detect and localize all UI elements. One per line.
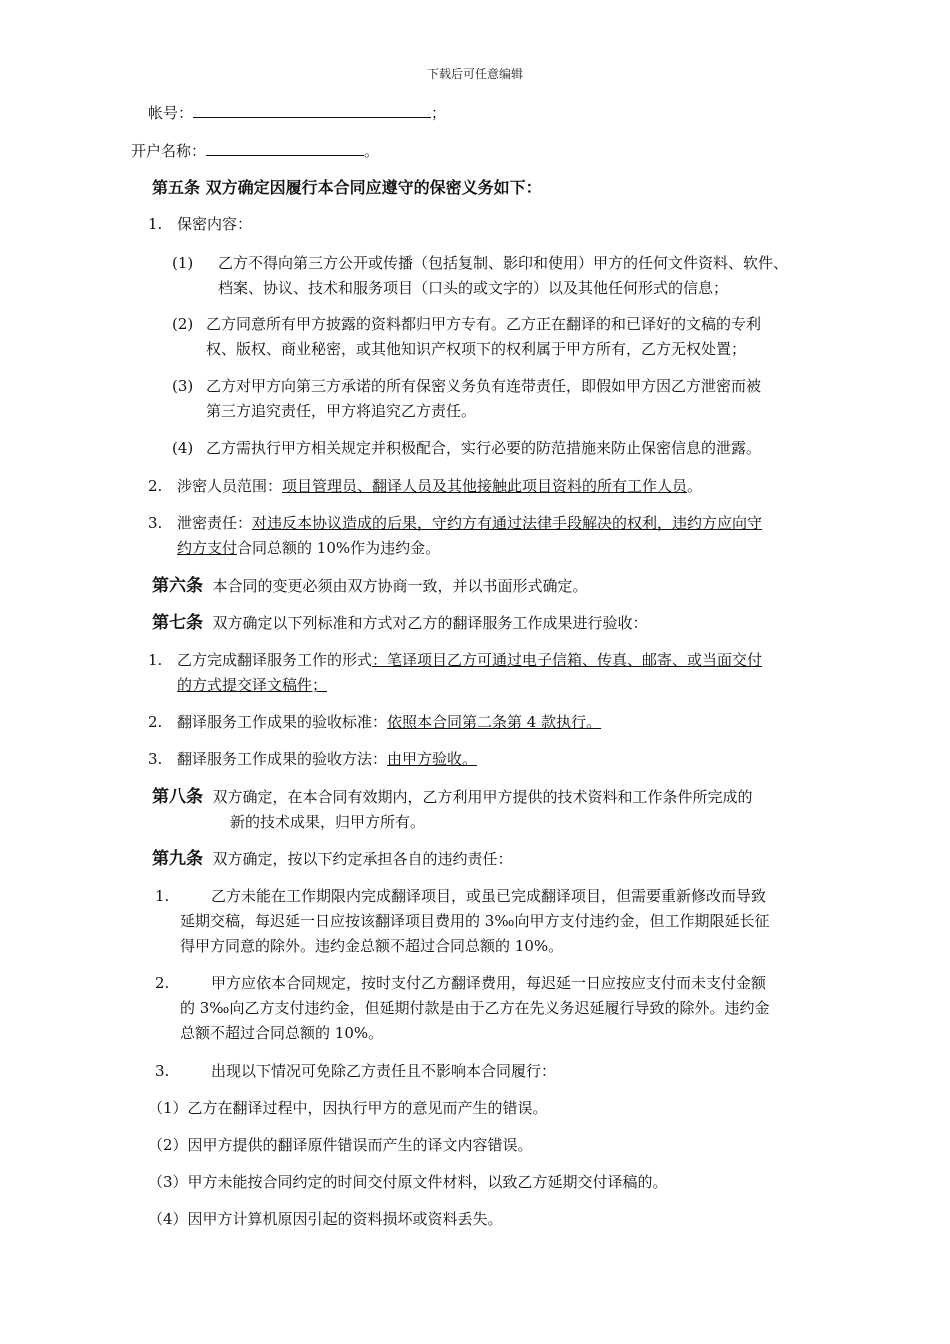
art8-label: 第八条: [152, 787, 203, 807]
art9-exemption-3: （3）甲方未能按合同约定的时间交付原文件材料，以致乙方延期交付译稿的。: [148, 1173, 668, 1191]
art9-item1-line2: 延期交稿，每迟延一日应按该翻译项目费用的 3‰向甲方支付违约金，但工作期限延长征: [180, 912, 770, 930]
article-5-title: 第五条 双方确定因履行本合同应遵守的保密义务如下：: [152, 178, 542, 197]
page-header: 下载后可任意编辑: [426, 67, 523, 81]
art5-item3-line2: [177, 538, 440, 558]
art7-item3-label: 翻译服务工作成果的验收方法：: [177, 750, 388, 768]
art5-item2-underlined: 项目管理员、翻译人员及其他接触此项目资料的所有工作人员: [282, 477, 688, 495]
art9-exemption-1: （1）乙方在翻译过程中，因执行甲方的意见而产生的错误。: [148, 1099, 548, 1117]
art5-sub1-line2: 档案、协议、技术和服务项目（口头的或文字的）以及其他任何形式的信息；: [218, 279, 729, 297]
art5-item2-end: 。: [687, 477, 703, 495]
art9-item1-num: 1.: [155, 887, 170, 905]
art5-sub4-num: (4): [172, 439, 194, 457]
account-name-end: 。: [364, 142, 380, 160]
art9-item2-line2: 的 3‰向乙方支付违约金，但延期付款是由于乙方在先义务迟延履行导致的除外。违约金: [180, 999, 770, 1017]
art7-label: 第七条: [152, 613, 203, 633]
art7-item1-underlined-1: ：笔译项目乙方可通过电子信箱、传真、邮寄、或当面交付: [372, 651, 763, 669]
art5-item1-text: 保密内容：: [177, 215, 253, 233]
art9-text: 双方确定，按以下约定承担各自的违约责任：: [212, 850, 513, 868]
art9-item2-line1: 甲方应依本合同规定，按时支付乙方翻译费用，每迟延一日应按应支付而未支付金额: [211, 974, 767, 992]
art6-text: 本合同的变更必须由双方协商一致，并以书面形式确定。: [212, 577, 588, 595]
art7-item1-label: 乙方完成翻译服务工作的形式: [177, 651, 373, 669]
account-name-line: [131, 141, 379, 161]
art5-sub1-num: (1): [172, 254, 194, 272]
art5-sub3-num: (3): [172, 377, 194, 395]
article-8-line1: [152, 787, 753, 807]
art7-item2-label: 翻译服务工作成果的验收标准：: [177, 713, 388, 731]
art5-sub4-line1: 乙方需执行甲方相关规定并积极配合，实行必要的防范措施来防止保密信息的泄露。: [206, 439, 762, 457]
art9-item3-num: 3.: [155, 1062, 170, 1080]
account-name-blank: [206, 141, 364, 156]
art5-item3-line1: [177, 513, 762, 533]
art7-item2: [177, 712, 601, 732]
art9-exemption-2: （2）因甲方提供的翻译原件错误而产生的译文内容错误。: [148, 1136, 533, 1154]
art5-sub2-line2: 权、版权、商业秘密，或其他知识产权项下的权利属于甲方所有，乙方无权处置；: [206, 340, 747, 358]
art5-sub3-line2: 第三方追究责任，甲方将追究乙方责任。: [206, 402, 477, 420]
art7-item3: [177, 749, 477, 769]
art5-item3-underlined-2: 约方支付: [177, 539, 238, 557]
art5-sub2-num: (2): [172, 315, 194, 333]
art5-item3-rest: 合同总额的 10%作为违约金。: [237, 539, 441, 557]
article-9: [152, 849, 513, 869]
account-blank: [193, 103, 431, 118]
art5-item2-num: 2.: [148, 477, 163, 495]
art8-line1: 双方确定，在本合同有效期内，乙方利用甲方提供的技术资料和工作条件所完成的: [212, 788, 753, 806]
art7-item2-num: 2.: [148, 713, 163, 731]
art5-item2-label: 涉密人员范围：: [177, 477, 283, 495]
art9-exemption-4: （4）因甲方计算机原因引起的资料损坏或资料丢失。: [148, 1210, 503, 1228]
art9-item2-num: 2.: [155, 974, 170, 992]
account-end: ；: [431, 104, 447, 122]
art9-label: 第九条: [152, 849, 203, 869]
art9-item1-line1: 乙方未能在工作期限内完成翻译项目，或虽已完成翻译项目，但需要重新修改而导致: [211, 887, 767, 905]
art5-sub3-line1: 乙方对甲方向第三方承诺的所有保密义务负有连带责任，即假如甲方因乙方泄密而被: [206, 377, 762, 395]
art9-item1-line3: 得甲方同意的除外。违约金总额不超过合同总额的 10%。: [180, 937, 564, 955]
account-label: 帐号：: [148, 104, 194, 122]
account-line: [148, 103, 446, 123]
art9-item3-text: 出现以下情况可免除乙方责任且不影响本合同履行：: [211, 1062, 557, 1080]
art7-item3-num: 3.: [148, 750, 163, 768]
art7-item3-underlined: 由甲方验收。: [387, 750, 478, 768]
art7-item2-underlined: 依照本合同第二条第 4 款执行。: [387, 713, 602, 731]
article-7: [152, 613, 648, 633]
art5-item2: [177, 476, 702, 496]
article-6: [152, 576, 588, 596]
art5-sub1-line1: 乙方不得向第三方公开或传播（包括复制、影印和使用）甲方的任何文件资料、软件、: [218, 254, 789, 272]
art5-item3-num: 3.: [148, 514, 163, 532]
art5-item3-underlined-1: 对违反本协议造成的后果，守约方有通过法律手段解决的权利，违约方应向守: [252, 514, 763, 532]
art7-item1-underlined-2: 的方式提交译文稿件；: [177, 676, 328, 694]
art7-text: 双方确定以下列标准和方式对乙方的翻译服务工作成果进行验收：: [212, 614, 648, 632]
art5-item1-num: 1.: [148, 215, 163, 233]
art6-label: 第六条: [152, 576, 203, 596]
art7-item1-num: 1.: [148, 651, 163, 669]
art8-line2: 新的技术成果，归甲方所有。: [230, 813, 426, 831]
art7-item1-line1: [177, 650, 762, 670]
art5-sub2-line1: 乙方同意所有甲方披露的资料都归甲方专有。乙方正在翻译的和已译好的文稿的专利: [206, 315, 762, 333]
account-name-label: 开户名称：: [131, 142, 207, 160]
art5-item3-label: 泄密责任：: [177, 514, 253, 532]
art9-item2-line3: 总额不超过合同总额的 10%。: [180, 1024, 384, 1042]
